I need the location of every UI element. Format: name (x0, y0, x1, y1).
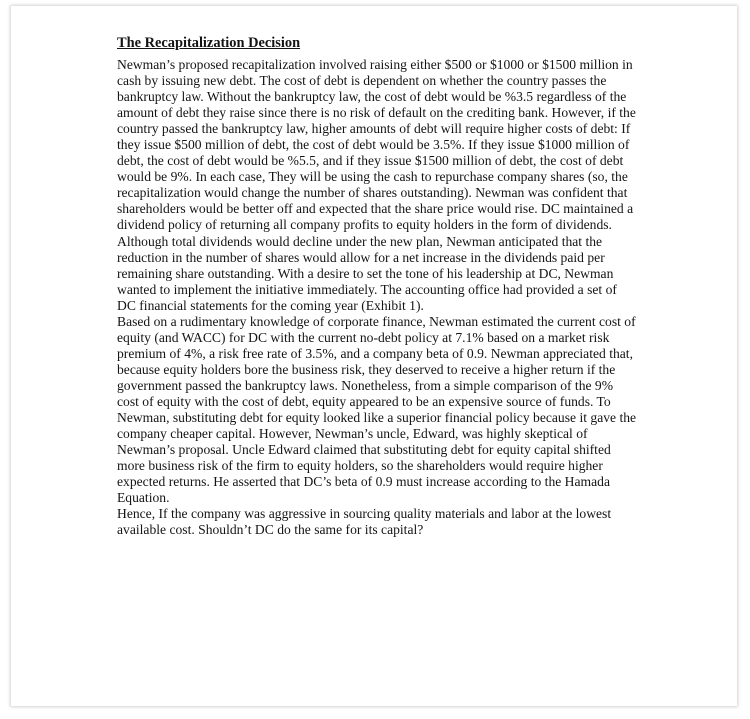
document-body (117, 34, 637, 538)
paragraph-2: Based on a rudimentary knowledge of corporate finance, Newman estimated the current cost of equity (and WACC) for DC with the current no-debt policy at 7.1% based on a market risk premium of 4%, a risk free rate of 3.5%, and a company beta of 0.9. Newman appreciated that, because equity holders bore the business risk, they deserved to receive a higher return if the government passed the bankruptcy laws. Nonetheless, from a simple comparison of the 9% cost of equity with the cost of debt, equity appeared to be an expensive source of funds. To Newman, substituting debt for equity looked like a superior financial policy because it gave the company cheaper capital. However, Newman’s uncle, Edward, was highly skeptical of Newman’s proposal. Uncle Edward claimed that substituting debt for equity capital shifted more business risk of the firm to equity holders, so the shareholders would require higher expected returns. He asserted that DC’s beta of 0.9 must increase according to the Hamada Equation. (117, 313, 637, 506)
paragraph-1: Newman’s proposed recapitalization involved raising either $500 or $1000 or $1500 million in cash by issuing new debt. The cost of debt is dependent on whether the country passes the bankruptcy law. Without the bankruptcy law, the cost of debt would be %3.5 regardless of the amount of debt they raise since there is no risk of default on the crediting bank. However, if the country passed the bankruptcy law, higher amounts of debt will require higher costs of debt: If they issue $500 million of debt, the cost of debt would be 3.5%. If they issue $1000 million of debt, the cost of debt would be %5.5, and if they issue $1500 million of debt, the cost of debt would be 9%. In each case, They will be using the cash to repurchase company shares (so, the recapitalization would change the number of shares outstanding). Newman was confident that shareholders would be better off and expected that the share price would rise. DC maintained a dividend policy of returning all company profits to equity holders in the form of dividends. Although total dividends would decline under the new plan, Newman anticipated that the reduction in the number of shares would allow for a net increase in the dividends paid per remaining share outstanding. With a desire to set the tone of his leadership at DC, Newman wanted to implement the initiative immediately. The accounting office had provided a set of DC financial statements for the coming year (Exhibit 1). (117, 57, 636, 313)
document-page (11, 6, 737, 706)
document-title: The Recapitalization Decision (117, 35, 301, 51)
paragraph-3: Hence, If the company was aggressive in sourcing quality materials and labor at the lowest available cost. Shouldn’t DC do the same for its capital? (117, 506, 612, 538)
